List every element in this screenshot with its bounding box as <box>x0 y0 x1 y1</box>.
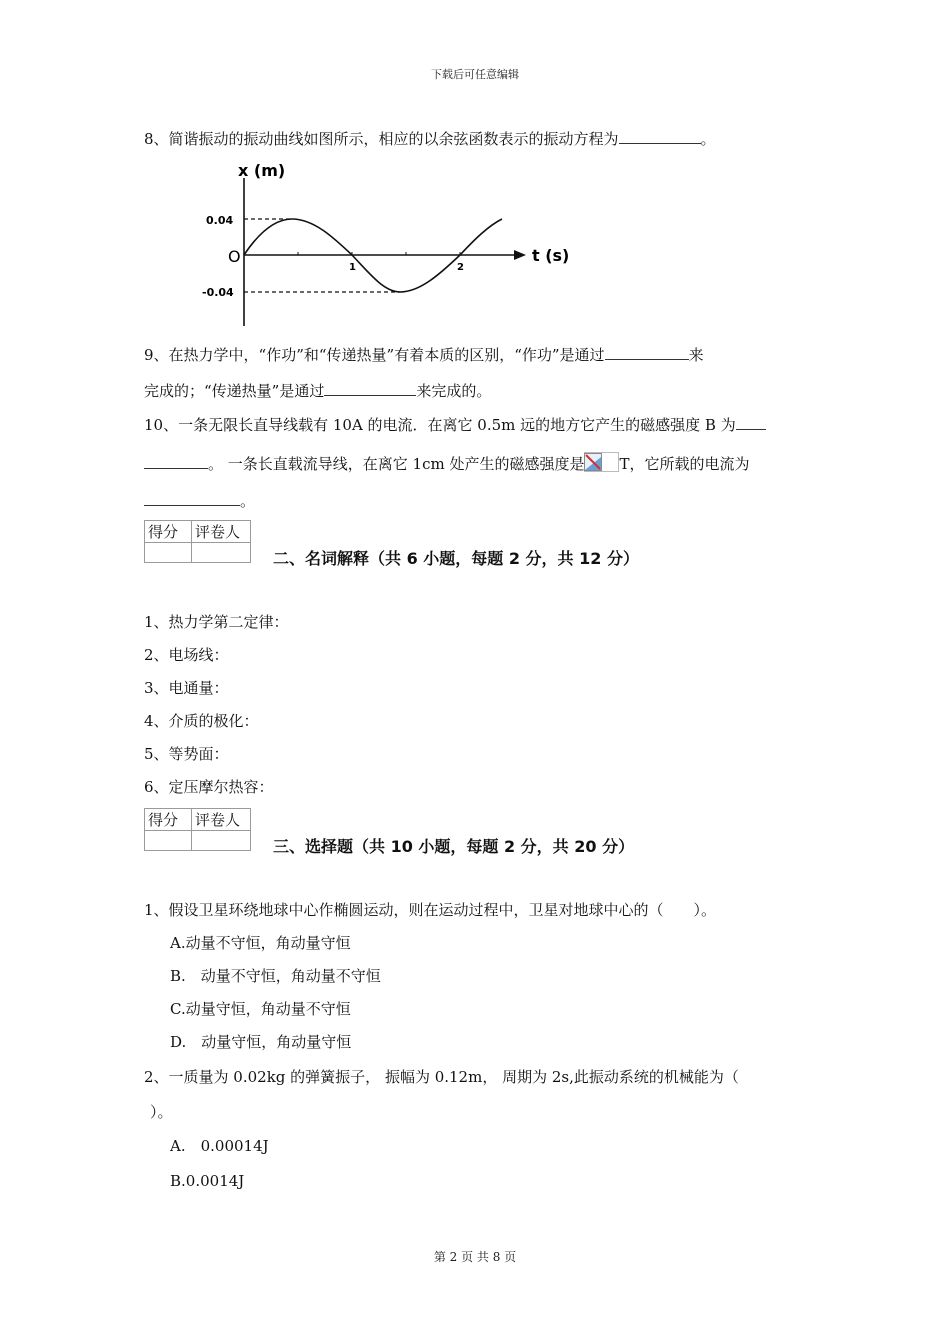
question-10-line3 <box>144 490 255 511</box>
choice-question-2: 2、一质量为 0.02kg 的弹簧振子， 振幅为 0.12m， 周期为 2s,此振动系统的机械能为（ <box>144 1068 739 1086</box>
question-10-text: 10、一条无限长直导线载有 10A 的电流．在离它 0.5m 远的地方它产生的磁感强度 B 为 <box>144 416 736 434</box>
option-d: D. 动量守恒，角动量守恒 <box>170 1033 352 1051</box>
choice-question-2-cont: ）。 <box>150 1103 173 1121</box>
answer-blank <box>144 490 240 506</box>
x-tick-label-1: 1 <box>349 262 356 273</box>
score-box <box>144 808 251 851</box>
term-item: 3、电通量： <box>144 679 229 697</box>
question-9-line2 <box>144 380 491 401</box>
score-label: 得分 <box>145 521 192 543</box>
y-tick-positive: 0.04 <box>206 214 234 227</box>
section-2-title: 二、名词解释（共 6 小题，每题 2 分，共 12 分） <box>273 549 639 568</box>
grader-cell <box>192 831 251 851</box>
question-10-line2-end: T，它所载的电流为 <box>619 455 750 473</box>
question-9-text: 9、在热力学中，“作功”和“传递热量”有着本质的区别，“作功”是通过 <box>144 346 605 364</box>
header-note: 下载后可任意编辑 <box>431 68 519 81</box>
choice-question-1: 1、假设卫星环绕地球中心作椭圆运动，则在运动过程中，卫星对地球中心的（ ）。 <box>144 901 717 919</box>
question-8 <box>144 128 716 149</box>
term-item: 4、介质的极化： <box>144 712 259 730</box>
term-item: 6、定压摩尔热容： <box>144 778 274 796</box>
question-9-line2-text: 完成的；“传递热量”是通过 <box>144 382 325 400</box>
grader-cell <box>192 543 251 563</box>
question-10-line2 <box>144 452 750 474</box>
option-b: B.0.0014J <box>170 1172 245 1190</box>
term-item: 1、热力学第二定律： <box>144 613 289 631</box>
question-10-line1 <box>144 414 766 435</box>
question-9-line2-end: 来完成的。 <box>416 382 492 400</box>
x-axis-label: t (s) <box>532 246 570 265</box>
x-tick-label-2: 2 <box>457 262 464 273</box>
question-9-line1 <box>144 344 704 365</box>
option-a: A.动量不守恒，角动量守恒 <box>170 934 351 952</box>
question-8-text: 8、简谐振动的振动曲线如图所示，相应的以余弦函数表示的振动方程为 <box>144 130 619 148</box>
answer-blank <box>736 414 766 430</box>
y-axis-label: x (m) <box>238 161 286 180</box>
answer-blank <box>144 453 208 469</box>
origin-label: O <box>228 247 241 266</box>
answer-blank <box>605 344 689 360</box>
score-label: 得分 <box>145 809 192 831</box>
term-item: 2、电场线： <box>144 646 229 664</box>
y-tick-negative: -0.04 <box>202 286 234 299</box>
page-number: 第 2 页 共 8 页 <box>433 1250 517 1264</box>
score-cell <box>145 831 192 851</box>
question-10-line2-text: 。 一条长直载流导线，在离它 1cm 处产生的磁感强度是 <box>208 455 585 473</box>
question-10-line3-end: 。 <box>240 492 256 510</box>
grader-label: 评卷人 <box>192 809 251 831</box>
formula-image <box>584 452 619 472</box>
answer-blank <box>619 128 701 144</box>
score-cell <box>145 543 192 563</box>
vibration-graph <box>196 156 596 326</box>
answer-blank <box>324 380 416 396</box>
option-c: C.动量守恒，角动量不守恒 <box>170 1000 351 1018</box>
option-a: A. 0.00014J <box>170 1137 269 1155</box>
question-8-end: 。 <box>700 130 716 148</box>
section-3-title: 三、选择题（共 10 小题，每题 2 分，共 20 分） <box>273 837 635 856</box>
option-b: B. 动量不守恒，角动量不守恒 <box>170 967 381 985</box>
score-box <box>144 520 251 563</box>
question-9-line1-end: 来 <box>688 346 704 364</box>
grader-label: 评卷人 <box>192 521 251 543</box>
x-axis-arrow <box>514 250 526 260</box>
term-item: 5、等势面： <box>144 745 229 763</box>
